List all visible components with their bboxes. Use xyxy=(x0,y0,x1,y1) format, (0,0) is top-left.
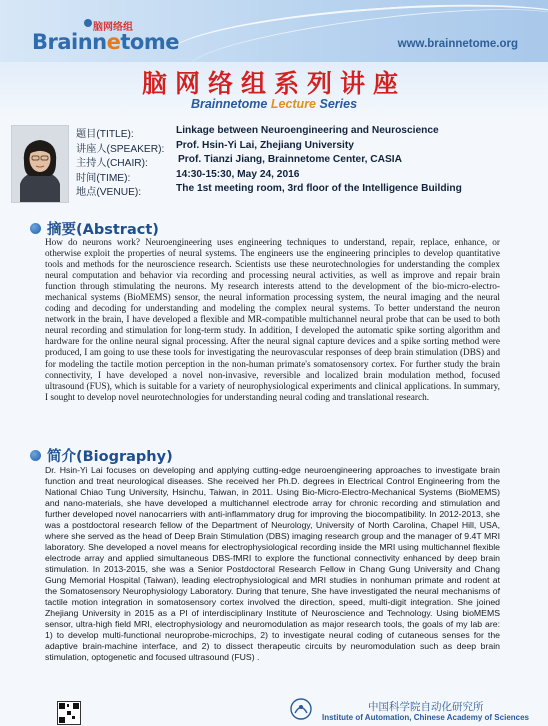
title-en-part1: Brainnetome xyxy=(190,97,271,111)
biography-heading xyxy=(30,446,173,464)
info-label: 主持人(CHAIR): xyxy=(76,158,148,169)
speaker-photo xyxy=(11,125,69,203)
biography-text: Dr. Hsin-Yi Lai focuses on developing and applying cutting-edge neuroengineering approaches to investigate brain function and treat neurological diseases. She received her Ph.D. degrees in Electrical Control Engineering from the National Chiao Tung University, Hsinchu, Taiwan, in 2011. Using Bio-Micro-Electro-Mechanical Systems (BioMEMS) and nano-materials, she have developed a multichannel electrode array for chronic recording and stimulation and further developed novel nanocarriers with anti-inflammatory drug for improving the biocompatibility. In 2012-2013, she was a postdoctoral research fellow of the Department of Neurology, University of North Carolina, Chapel Hill, USA, where she served as the head of Deep Brain Stimulation (DBS) imaging research group and the manager of 9.4T MRI laboratory. She developed a novel means for electrophysiological recording inside the MRI using multichannel flexible electrode array and applied simultaneous DBS-fMRI to explore the functional connectivity enhanced by deep brain stimulation. In 2013-2015, she was a Senior Postdoctoral Research Fellow in Chang Gung University and Chang Gung Memorial Hospital (Taiwan), leading electrophysiological and MRI studies in nonhuman primate and rodent at the Somatosensory Neurophysiology Laboratory. During that tenure, She have investigated the neural mechanisms of tactile motion integration in somatosensory cortex involved the direction, speed, multi-digit integration. She joined Zhejiang University in 2015 as a PI of interdisciplinary Institute of Neuroscience and Technology. Using bioMEMS sensor, ultra-high field MRI, electrophysiology and neuromodulation as major research tools, the goals of my lab are: 1) to develop multi-functional neuroprobe-microchips, 2) to investigate neural coding of cutaneous senses for the adaptive brain-machine interface, and 2) to dissect therapeutic circuits by neuromodulation such as deep brain stimulation, optogenetic and focused ultrasound (FUS) . xyxy=(45,465,500,662)
logo-cn-text: 脑网络组 xyxy=(93,22,133,33)
logo-text: Brainnetome xyxy=(32,30,179,54)
logo-mark-icon xyxy=(84,19,92,27)
lecture-info xyxy=(76,125,536,198)
info-row xyxy=(76,125,536,140)
institute-cn: 中国科学院自动化研究所 xyxy=(368,701,484,713)
title-en-lecture: Lecture xyxy=(270,97,317,111)
info-value: Prof. Hsin-Yi Lai, Zhejiang University xyxy=(176,139,354,151)
brainnetome-logo xyxy=(32,22,179,58)
info-row xyxy=(76,169,536,184)
title-cn: 脑网络组系列讲座 xyxy=(141,69,406,98)
info-value: Prof. Tianzi Jiang, Brainnetome Center, CASIA xyxy=(178,154,402,165)
info-value: 14:30-15:30, May 24, 2016 xyxy=(176,168,300,180)
site-url[interactable]: www.brainnetome.org xyxy=(397,38,518,50)
casia-logo-icon xyxy=(290,698,312,720)
abstract-heading xyxy=(30,219,159,237)
info-label: 地点(VENUE): xyxy=(76,187,142,198)
info-row xyxy=(76,154,536,169)
title-en-part3: Series xyxy=(316,97,358,111)
info-row xyxy=(76,183,536,198)
title-en xyxy=(0,97,548,111)
info-label: 题目(TITLE): xyxy=(76,129,134,140)
bullet-icon xyxy=(30,450,41,461)
biography-title: 简介(Biography) xyxy=(47,448,173,465)
info-row xyxy=(76,140,536,155)
info-value: Linkage between Neuroengineering and Neuroscience xyxy=(176,125,439,136)
info-label: 讲座人(SPEAKER): xyxy=(76,143,165,155)
poster-header xyxy=(0,0,548,118)
abstract-text: How do neurons work? Neuroengineering uses engineering techniques to understand, repair, replace, enhance, or otherwise exploit the properties of neural systems. The engineers use the engineering principles to develop quantitative tools and methods for the neuroscience research. Scientists use these neurotechnologies for understanding the complex neural computation and behavior via recording and processing neural activities, as well as improve and repair brain function through stimulating the neurons. My research interests attend to the development of the bio-micro-electro-mechanical systems (BioMEMS) sensor, the neural information processing system, the neural imaging and the neural coding and decoding for understanding and modeling the complex neural systems. To better understand the neuron network in the brain, I have developed a flexible and MR-compatible multichannel neural probe that can be used to both neural recording and stimulation for long-term study. In addition, I developed the automatic spike sorting algorithm and hardware for the online neural signal processing. After the neural signal capture devices and a spike sorting method were produced, I am going to use these tools for investigating the neurovascular responses of deep brain stimulation (DBS) and for modeling the tactile motion perception in the non-human primate's somatosensory cortex. For further study the brain connectivity, I have developed a novel non-invasive, reversible and localized brain modulation method, focused ultrasound (FUS), which is suitable for a variety of neurophysiological experiments and clinical applications. In summary, I sought to develop novel neurotechnologies for understanding neural coding and translational research. xyxy=(45,238,500,403)
institute-en: Institute of Automation, Chinese Academy of Sciences xyxy=(322,713,529,722)
bullet-icon xyxy=(30,223,41,234)
info-label: 时间(TIME): xyxy=(76,172,131,184)
abstract-title: 摘要(Abstract) xyxy=(47,221,159,238)
info-value: The 1st meeting room, 3rd floor of the Intelligence Building xyxy=(176,183,462,194)
qr-code-icon xyxy=(57,701,81,725)
